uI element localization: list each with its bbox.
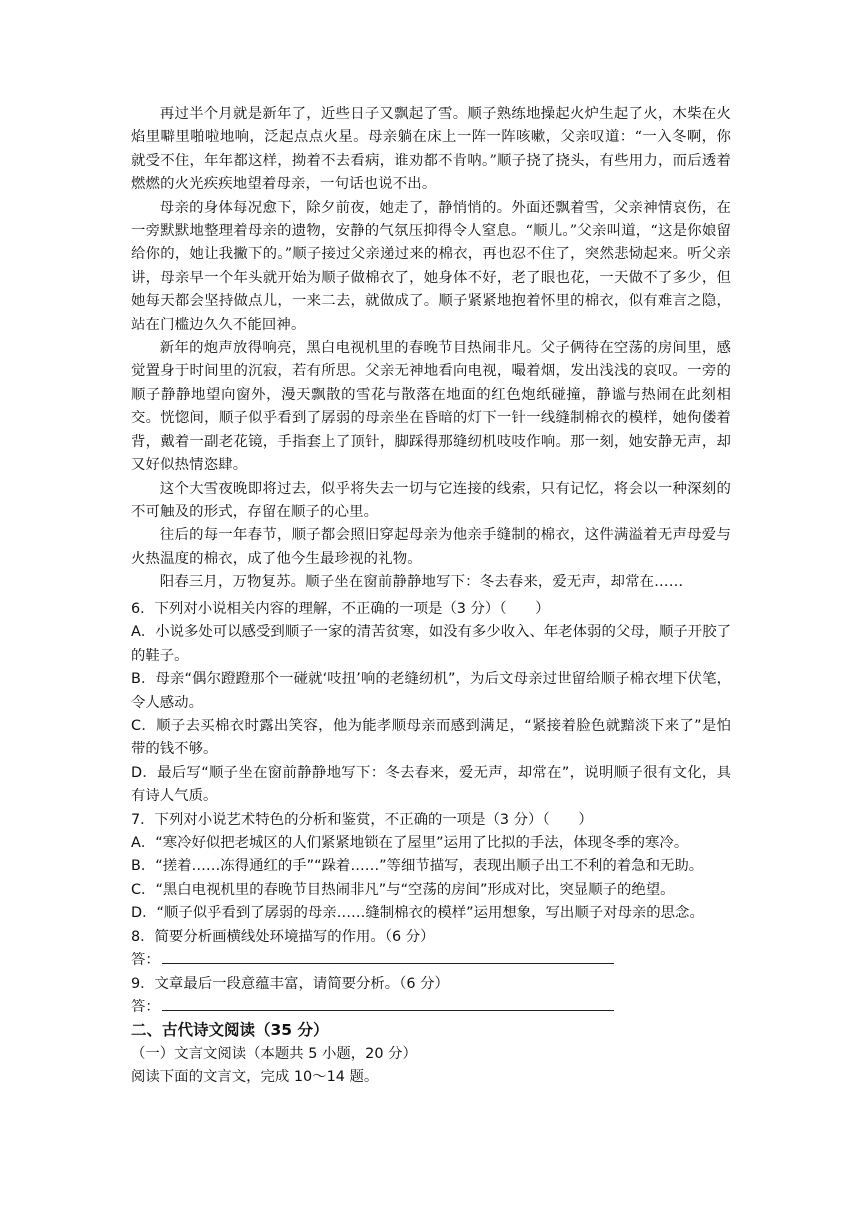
question-9: 9．文章最后一段意蕴丰富，请简要分析。（6 分） <box>131 975 449 992</box>
question-7-option-b: B．“搓着……冻得通红的手”“跺着……”等细节描写，表现出顺子出工不利的着急和无助。 <box>131 858 704 875</box>
question-6-option-a: A．小说多处可以感受到顺子一家的清苦贫寒，如没有多少收入、年老体弱的父母，顺子开胶了的鞋子。 <box>131 624 731 664</box>
story-text <box>131 103 731 595</box>
question-7-option-d: D．“顺子似乎看到了孱弱的母亲……缝制棉衣的模样”运用想象，写出顺子对母亲的思念。 <box>131 905 704 922</box>
answer-line[interactable] <box>162 996 614 1011</box>
instruction-text: 阅读下面的文言文，完成 10～14 题。 <box>131 1069 379 1086</box>
story-paragraph-6: 阳春三月，万物复苏。顺子坐在窗前静静地写下：冬去春来，爱无声，却常在…… <box>159 574 684 591</box>
question-7: 7．下列对小说艺术特色的分析和鉴赏，不正确的一项是（3 分）（ ） <box>131 811 593 828</box>
story-paragraph-1: 再过半个月就是新年了，近些日子又飘起了雪。顺子熟练地操起火炉生起了火，木柴在火焰里噼里啪啦地响，泛起点点火星。母亲躺在床上一阵一阵咳嗽，父亲叹道：“一入冬啊，你就受不住，年年都这样，拗着不去看病，谁劝都不肯呐。”顺子挠了挠头，有些用力，而后透着燃燃的火光疾疾地望着母亲，一句话也说不出。 <box>131 106 731 193</box>
question-7-option-c: C．“黑白电视机里的春晚节目热闹非凡”与“空荡的房间”形成对比，突显顺子的绝望。 <box>131 881 675 898</box>
story-paragraph-4: 这个大雪夜晚即将过去，似乎将失去一切与它连接的线索，只有记忆，将会以一种深刻的不可触及的形式，存留在顺子的心里。 <box>131 480 731 520</box>
question-6: 6．下列对小说相关内容的理解，不正确的一项是（3 分）（ ） <box>131 601 550 617</box>
question-7-option-a: A．“寒冷好似把老城区的人们紧紧地锁在了屋里”运用了比拟的手法，体现冬季的寒冷。 <box>131 835 689 852</box>
answer-line[interactable] <box>162 949 614 964</box>
answer-label: 答： <box>131 952 160 969</box>
answer-label: 答： <box>131 998 160 1015</box>
story-paragraph-2: 母亲的身体每况愈下，除夕前夜，她走了，静悄悄的。外面还飘着雪，父亲神情哀伤，在一旁默默地整理着母亲的遗物，安静的气氛压抑得令人窒息。“顺儿。”父亲叫道，“这是你娘留给你的，她让我撇下的。”顺子接过父亲递过来的棉衣，再也忍不住了，突然悲恸起来。听父亲讲，母亲早一个年头就开始为顺子做棉衣了，她身体不好，老了眼也花，一天做不了多少，但她每天都会坚持做点儿，一来二去，就做成了。顺子紧紧地抱着怀里的棉衣，似有难言之隐，站在门槛边久久不能回神。 <box>131 199 731 333</box>
subsection-title: （一）文言文阅读（本题共 5 小题，20 分） <box>131 1045 417 1062</box>
question-8-answer <box>131 949 731 972</box>
question-6-option-b: B．母亲“偶尔蹬蹬那个一碰就‘吱扭’响的老缝纫机”，为后文母亲过世留给顺子棉衣埋下伏笔，令人感动。 <box>131 671 731 711</box>
section-title: 二、古代诗文阅读（35 分） <box>131 1021 329 1040</box>
story-paragraph-5: 往后的每一年春节，顺子都会照旧穿起母亲为他亲手缝制的棉衣，这件满溢着无声母爱与火热温度的棉衣，成了他今生最珍视的礼物。 <box>131 527 731 567</box>
question-6-option-c: C．顺子去买棉衣时露出笑容，他为能孝顺母亲而感到满足，“紧接着脸色就黯淡下来了”是怕带的钱不够。 <box>131 718 731 758</box>
questions-section <box>131 598 731 1090</box>
question-9-answer <box>131 996 731 1019</box>
story-paragraph-3: 新年的炮声放得响亮，黑白电视机里的春晚节目热闹非凡。父子俩待在空荡的房间里，感觉置身于时间里的沉寂，若有所思。父亲无神地看向电视，嘬着烟，发出浅浅的哀叹。一旁的顺子静静地望向窗外，漫天飘散的雪花与散落在地面的红色炮纸碰撞，静谧与热闹在此刻相交。恍惚间，顺子似乎看到了孱弱的母亲坐在昏暗的灯下一针一线缝制棉衣的模样，她佝偻着背，戴着一副老花镜，手指套上了顶针，脚踩得那缝纫机吱吱作响。那一刻，她安静无声，却又好似热情恣肆。 <box>131 340 731 474</box>
question-8: 8．简要分析画横线处环境描写的作用。（6 分） <box>131 928 435 945</box>
question-6-option-d: D．最后写“顺子坐在窗前静静地写下：冬去春来，爱无声，却常在”，说明顺子很有文化，具有诗人气质。 <box>131 764 731 805</box>
